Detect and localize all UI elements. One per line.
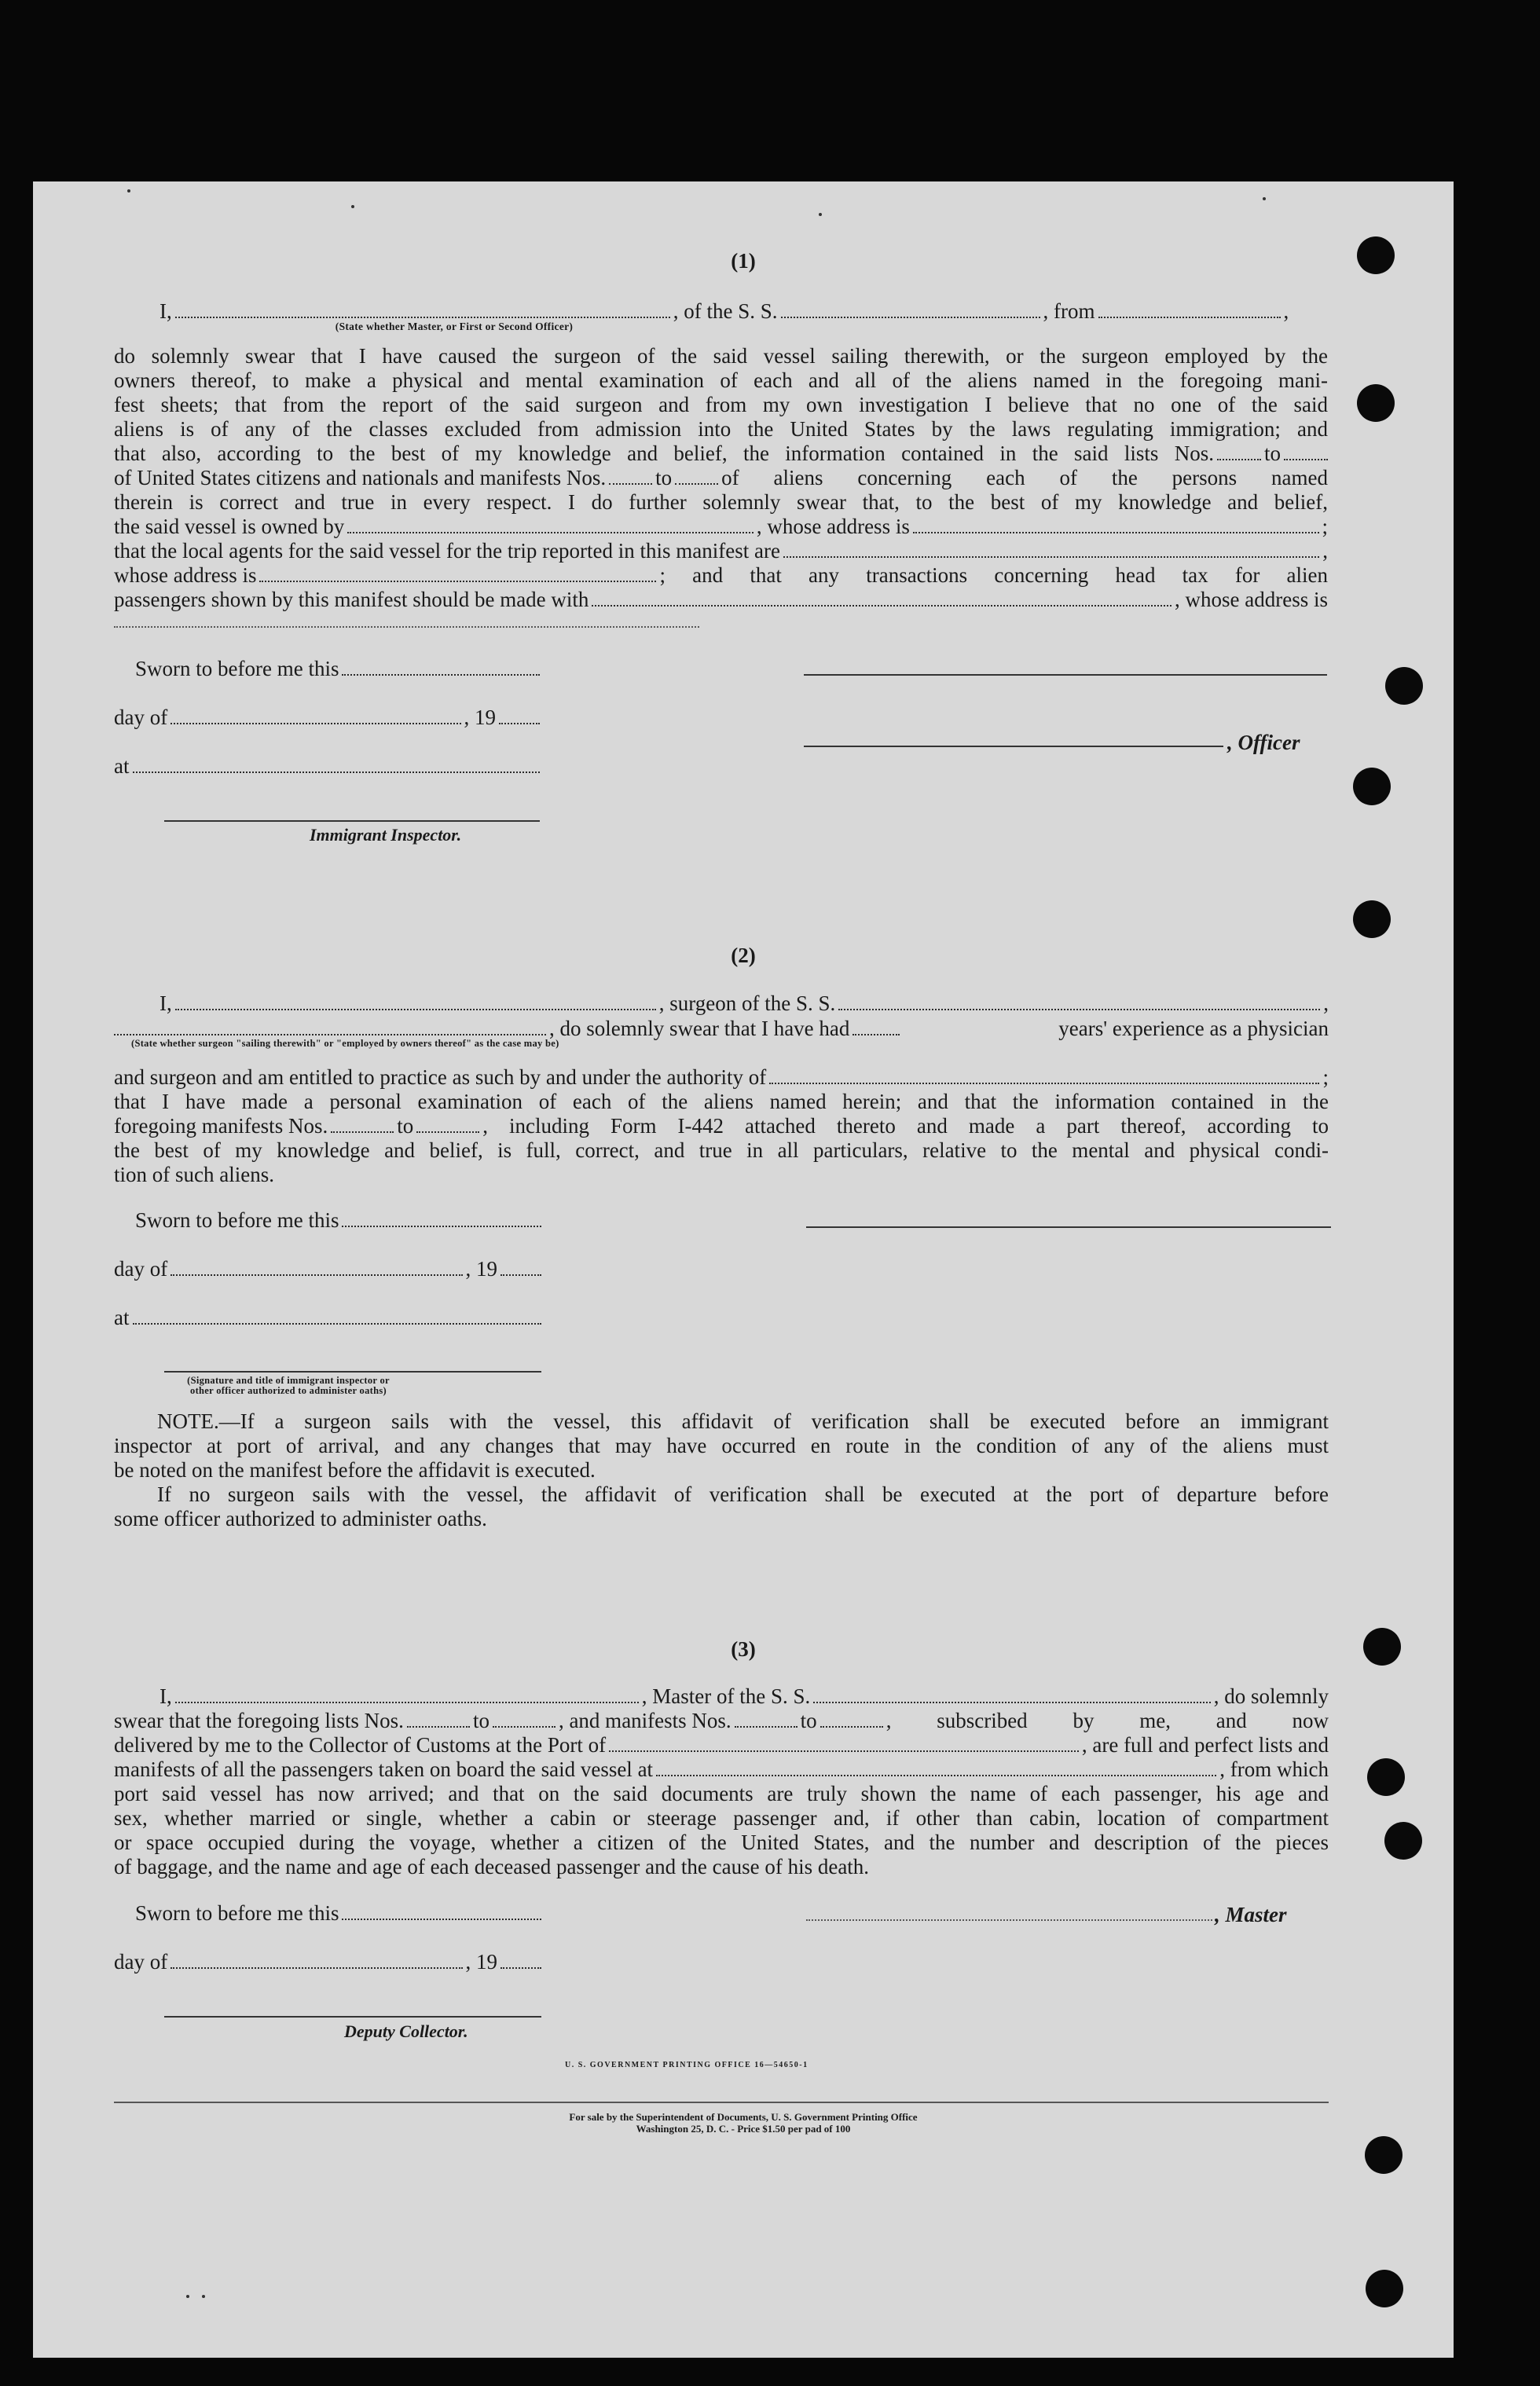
blank-sworn-day[interactable] [342, 669, 540, 676]
text: at [114, 1306, 130, 1329]
officer-title-line[interactable] [804, 746, 1223, 747]
text: the said vessel is owned by [114, 515, 345, 538]
s2-sworn [135, 1208, 541, 1233]
text: to [472, 1709, 490, 1732]
blank-headtax-address[interactable] [114, 626, 699, 628]
blank-sworn-day[interactable] [342, 1914, 541, 1920]
punch-hole [1384, 1822, 1422, 1860]
text: ; and that any transactions concerning head tax for alien [659, 563, 1328, 587]
text: , do solemnly swear that I have had [549, 1017, 850, 1040]
text: , from which [1219, 1757, 1329, 1781]
blank-month[interactable] [170, 1270, 462, 1276]
blank-s3-manifest-from[interactable] [735, 1721, 798, 1728]
text: I, [160, 991, 172, 1015]
text: that also, according to the best of my knowledge and belief, the information contained in the said lists Nos. [114, 442, 1214, 465]
s3-text-line: of baggage, and the name and age of each deceased passenger and the cause of his death. [114, 1855, 870, 1878]
speck [202, 2295, 205, 2298]
blank-list-from[interactable] [1217, 454, 1261, 460]
text: , do solemnly [1213, 1684, 1329, 1708]
text: —If a surgeon sails with the vessel, this affidavit of verification shall be executed before an immigrant [218, 1409, 1329, 1433]
blank-surgeon-vessel[interactable] [838, 1004, 1320, 1010]
speck [186, 2295, 189, 2298]
speck [351, 205, 354, 208]
text: to [1263, 442, 1281, 465]
blank-port[interactable] [609, 1746, 1079, 1752]
blank-agent-address[interactable] [259, 576, 656, 582]
punch-hole [1366, 2270, 1403, 2307]
text: , from [1043, 299, 1095, 323]
text: ; [1322, 1065, 1329, 1089]
text: , [1323, 991, 1329, 1015]
text: ; [1322, 515, 1329, 538]
blank-year[interactable] [500, 1963, 541, 1969]
blank-at-place[interactable] [133, 767, 541, 773]
blank-owner[interactable] [347, 527, 754, 533]
text: , [1322, 539, 1328, 563]
blank-s2-from[interactable] [331, 1127, 394, 1133]
deputy-signature-line[interactable] [164, 2016, 541, 2018]
blank-surgeon-name[interactable] [175, 1004, 656, 1010]
blank-owner-address[interactable] [913, 527, 1319, 533]
text: delivered by me to the Collector of Customs at the Port of [114, 1733, 607, 1757]
note-line: some officer authorized to administer oaths. [114, 1507, 487, 1530]
text: , whose address is [756, 515, 910, 538]
inspector-signature-line[interactable] [164, 820, 540, 822]
s2-text-line: the best of my knowledge and belief, is full, correct, and true in all particulars, relative to the mental and physical condi- [114, 1138, 1329, 1162]
text: Sworn to before me this [135, 1901, 339, 1925]
text: NOTE. [157, 1409, 219, 1433]
text: , 19 [465, 1257, 497, 1281]
blank-manifest-to[interactable] [675, 478, 718, 485]
s3-text-line: port said vessel has now arrived; and that on the said documents are truly shown the name of each passenger, his age and [114, 1782, 1329, 1805]
officer-label: , Officer [1227, 731, 1300, 754]
s1-headtax-line [114, 588, 1328, 612]
blank-list-to[interactable] [1284, 454, 1328, 460]
blank-agents[interactable] [783, 552, 1319, 558]
blank-s3-manifest-to[interactable] [820, 1721, 883, 1728]
punch-hole [1365, 2136, 1402, 2174]
s2-text-line: that I have made a personal examination of each of the aliens named herein; and that the information contained in the [114, 1090, 1329, 1113]
sale-line: For sale by the Superintendent of Documents, U. S. Government Printing Office [569, 2111, 918, 2123]
form-sheet [33, 181, 1454, 2358]
note-line: If no surgeon sails with the vessel, the affidavit of verification shall be executed at the port of departure before [157, 1483, 1329, 1506]
punch-hole [1385, 667, 1423, 705]
text: to [800, 1709, 817, 1732]
text: , are full and perfect lists and [1081, 1733, 1329, 1757]
text: years' experience as a physician [1058, 1017, 1329, 1040]
note-line: be noted on the manifest before the affidavit is executed. [114, 1458, 596, 1482]
text: , surgeon of the S. S. [658, 991, 836, 1015]
s1-sworn [135, 657, 540, 681]
surgeon-signature-line[interactable] [806, 1226, 1331, 1228]
s2-caption2: (Signature and title of immigrant inspector or other officer authorized to administer oaths) [187, 1375, 390, 1396]
footer-rule [114, 2102, 1329, 2103]
text: manifests of all the passengers taken on board the said vessel at [114, 1757, 654, 1781]
text: passengers shown by this manifest should be made with [114, 588, 589, 611]
text: and surgeon and am entitled to practice as such by and under the authority of [114, 1065, 767, 1089]
printing-office: U. S. GOVERNMENT PRINTING OFFICE 16—54650-1 [565, 2061, 808, 2069]
blank-year[interactable] [499, 718, 540, 724]
punch-hole [1357, 384, 1395, 422]
punch-hole [1353, 768, 1391, 805]
text: to [397, 1114, 414, 1138]
section-1-number: (1) [731, 249, 756, 273]
s1-owner-line [114, 515, 1328, 539]
blank-sworn-day[interactable] [342, 1221, 541, 1227]
text: , subscribed by me, and now [886, 1709, 1329, 1732]
s1-at [114, 754, 540, 779]
master-label: , Master [1215, 1903, 1287, 1926]
s1-lists-line [114, 442, 1328, 466]
blank-month[interactable] [170, 718, 460, 724]
blank-year[interactable] [500, 1270, 541, 1276]
text: of aliens concerning each of the persons named [721, 466, 1328, 489]
text: swear that the foregoing lists Nos. [114, 1709, 404, 1732]
blank-at-place[interactable] [133, 1318, 542, 1325]
s1-text-line: do solemnly swear that I have caused the surgeon of the said vessel sailing therewith, or the surgeon employed by the [114, 344, 1328, 368]
text: day of [114, 1257, 168, 1281]
inspector-label: Immigrant Inspector. [310, 825, 462, 845]
text: , whose address is [1175, 588, 1328, 611]
note-line [114, 1409, 1329, 1434]
blank-month[interactable] [170, 1963, 462, 1969]
s3-text-line: or space occupied during the voyage, whether a citizen of the United States, and the number and description of the pieces [114, 1831, 1329, 1854]
section-2-number: (2) [731, 944, 756, 967]
s2-text-line: tion of such aliens. [114, 1163, 274, 1186]
s2-caption: (State whether surgeon "sailing therewith" or "employed by owners thereof" as the case may be) [131, 1038, 559, 1049]
blank-officer[interactable] [175, 312, 670, 318]
s1-text-line: aliens is of any of the classes excluded from admission into the United States by the laws regulating immigration; and [114, 417, 1328, 441]
s2-authority-line [114, 1065, 1329, 1090]
text: I, [160, 299, 172, 323]
text: , 19 [465, 1950, 497, 1974]
blank-boarding-port[interactable] [656, 1770, 1216, 1776]
blank-manifest-from[interactable] [609, 478, 652, 485]
text: day of [114, 706, 168, 729]
sale-line: Washington 25, D. C. - Price $1.50 per pad of 100 [636, 2123, 851, 2135]
s3-sworn [135, 1901, 541, 1926]
section-3-number: (3) [731, 1637, 756, 1661]
text: that the local agents for the said vessel for the trip reported in this manifest are [114, 539, 780, 563]
s1-agent-address-line [114, 563, 1328, 588]
speck [127, 189, 130, 192]
s2-dayof [114, 1257, 541, 1281]
text: I, [160, 1684, 172, 1708]
speck [819, 213, 822, 216]
deputy-label: Deputy Collector. [344, 2021, 468, 2041]
s2-at [114, 1306, 541, 1330]
s1-manifests-line [114, 466, 1328, 490]
note-line: inspector at port of arrival, and any changes that may have occurred en route in the condition of any of the aliens must [114, 1434, 1329, 1457]
s1-dayof [114, 706, 540, 730]
s3-dayof [114, 1950, 541, 1974]
blank-s3-list-to[interactable] [493, 1721, 556, 1728]
text: , of the S. S. [673, 299, 778, 323]
blank-s2-to[interactable] [416, 1127, 479, 1133]
blank-master-name[interactable] [175, 1697, 639, 1703]
blank-years[interactable] [852, 1029, 900, 1035]
text: , [1283, 299, 1289, 323]
text: Sworn to before me this [135, 1208, 339, 1232]
s1-text-line: owners thereof, to make a physical and mental examination of each and all of the aliens named in the foregoing mani- [114, 368, 1328, 392]
s2-line-surgeon [160, 991, 1329, 1016]
s3-text-line: sex, whether married or single, whether a cabin or steerage passenger and, if other than cabin, location of compartment [114, 1806, 1329, 1830]
text: foregoing manifests Nos. [114, 1114, 328, 1138]
blank-surgeon-status[interactable] [114, 1029, 546, 1035]
punch-hole [1353, 900, 1391, 938]
officer-signature-line[interactable] [804, 674, 1327, 676]
s3-lists-line [114, 1709, 1329, 1733]
text: Sworn to before me this [135, 657, 339, 680]
text: , 19 [464, 706, 496, 729]
inspector-signature-line[interactable] [164, 1371, 541, 1373]
s3-boarded-line [114, 1757, 1329, 1782]
blank-s3-list-from[interactable] [407, 1721, 470, 1728]
s2-manifests-line [114, 1114, 1329, 1138]
text: day of [114, 1950, 168, 1974]
punch-hole [1367, 1758, 1405, 1796]
speck [1263, 197, 1266, 200]
s1-text-line: therein is correct and true in every respect. I do further solemnly swear that, to the best of my knowledge and belief, [114, 490, 1328, 514]
s1-agents-line [114, 539, 1328, 563]
text: to [655, 466, 673, 489]
blank-master-vessel[interactable] [813, 1697, 1211, 1703]
s3-line-master [160, 1684, 1329, 1709]
text: , including Form I-442 attached thereto and made a part thereof, according to [482, 1114, 1329, 1138]
blank-headtax-party[interactable] [592, 600, 1172, 607]
blank-authority[interactable] [769, 1078, 1319, 1084]
s1-text-line: fest sheets; that from the report of the said surgeon and from my own investigation I believe that no one of the said [114, 393, 1328, 416]
text: , Master of the S. S. [641, 1684, 811, 1708]
text: at [114, 754, 130, 778]
master-signature-line[interactable] [806, 1919, 1212, 1921]
s1-caption: (State whether Master, or First or Second Officer) [335, 321, 574, 332]
text: whose address is [114, 563, 257, 587]
text: of United States citizens and nationals and manifests Nos. [114, 466, 607, 489]
blank-port[interactable] [1098, 312, 1281, 318]
blank-vessel[interactable] [781, 312, 1040, 318]
text: , and manifests Nos. [558, 1709, 732, 1732]
s3-collector-line [114, 1733, 1329, 1757]
